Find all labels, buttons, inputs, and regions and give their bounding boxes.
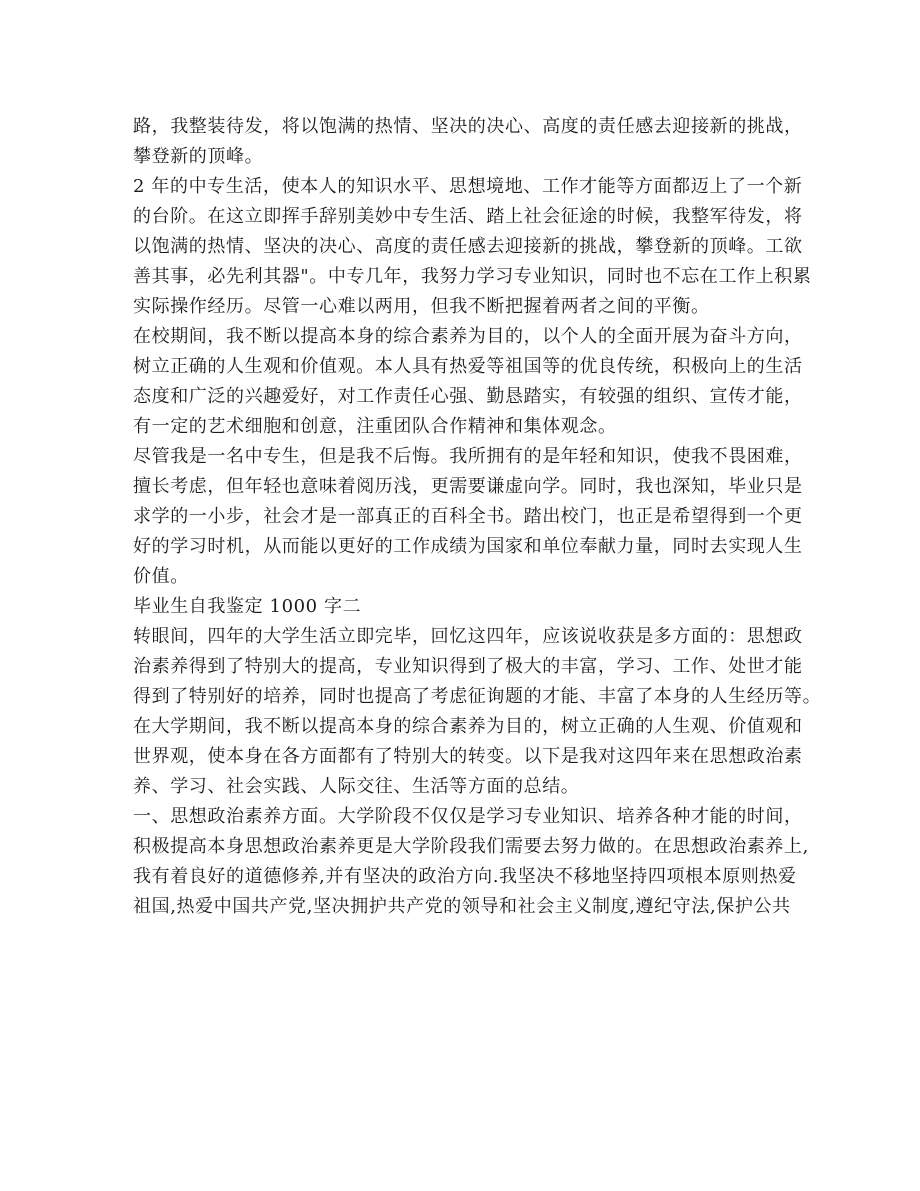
text-line: 在校期间，我不断以提高本身的综合素养为目的，以个人的全面开展为奋斗方向，	[133, 326, 803, 347]
text-line: 求学的一小步，社会才是一部真正的百科全书。踏出校门，也正是希望得到一个更	[133, 506, 803, 527]
text-line: 好的学习时机，从而能以更好的工作成绩为国家和单位奉献力量，同时去实现人生	[133, 536, 803, 557]
text-line: 得到了特别好的培养，同时也提高了考虑征询题的才能、丰富了本身的人生经历等。	[133, 686, 822, 707]
text-line: 态度和广泛的兴趣爱好，对工作责任心强、勤恳踏实，有较强的组织、宣传才能，	[133, 386, 803, 407]
paragraph-5	[133, 622, 822, 802]
paragraph-1	[133, 112, 803, 172]
paragraph-6	[133, 802, 809, 922]
text-line: 树立正确的人生观和价值观。本人具有热爱等祖国等的优良传统，积极向上的生活	[133, 356, 803, 377]
text-line: 养、学习、社会实践、人际交往、生活等方面的总结。	[133, 776, 580, 797]
text-line: 有一定的艺术细胞和创意，注重团队合作精神和集体观念。	[133, 416, 617, 437]
text-line: 我有着良好的道德修养,并有坚决的政治方向.我坚决不移地坚持四项根本原则热爱	[133, 866, 797, 887]
text-line: 路，我整装待发，将以饱满的热情、坚决的决心、高度的责任感去迎接新的挑战，	[133, 116, 803, 137]
text-line: 尽管我是一名中专生，但是我不后悔。我所拥有的是年轻和知识，使我不畏困难，	[133, 446, 803, 467]
text-line: 一、思想政治素养方面。大学阶段不仅仅是学习专业知识、培养各种才能的时间，	[133, 806, 803, 827]
heading-line: 毕业生自我鉴定 1000 字二	[133, 596, 362, 617]
text-line: 祖国,热爱中国共产党,坚决拥护共产党的领导和社会主义制度,遵纪守法,保护公共	[133, 896, 791, 917]
paragraph-2	[133, 172, 812, 322]
text-line: 擅长考虑，但年轻也意味着阅历浅，更需要谦虚向学。同时，我也深知，毕业只是	[133, 476, 803, 497]
text-line: 在大学期间，我不断以提高本身的综合素养为目的，树立正确的人生观、价值观和	[133, 716, 803, 737]
paragraph-4	[133, 442, 803, 592]
paragraph-3	[133, 322, 803, 442]
document-body	[133, 112, 822, 922]
text-line: 价值。	[133, 566, 189, 587]
text-line: 积极提高本身思想政治素养更是大学阶段我们需要去努力做的。在思想政治素养上,	[133, 836, 809, 857]
text-line: 转眼间，四年的大学生活立即完毕，回忆这四年，应该说收获是多方面的：思想政	[133, 626, 803, 647]
section-heading	[133, 592, 793, 622]
text-line: 实际操作经历。尽管一心难以两用，但我不断把握着两者之间的平衡。	[133, 296, 710, 317]
text-line: 治素养得到了特别大的提高，专业知识得到了极大的丰富，学习、工作、处世才能	[133, 656, 803, 677]
text-line: 攀登新的顶峰。	[133, 146, 264, 167]
text-line: 的台阶。在这立即挥手辞别美妙中专生活、踏上社会征途的时候，我整军待发，将	[133, 206, 803, 227]
text-line: 善其事，必先利其器"。中专几年，我努力学习专业知识，同时也不忘在工作上积累	[133, 266, 812, 287]
text-line: 世界观，使本身在各方面都有了特别大的转变。以下是我对这四年来在思想政治素	[133, 746, 803, 767]
text-line: 以饱满的热情、坚决的决心、高度的责任感去迎接新的挑战，攀登新的顶峰。工欲	[133, 236, 803, 257]
text-line: 2 年的中专生活，使本人的知识水平、思想境地、工作才能等方面都迈上了一个新	[133, 176, 803, 197]
